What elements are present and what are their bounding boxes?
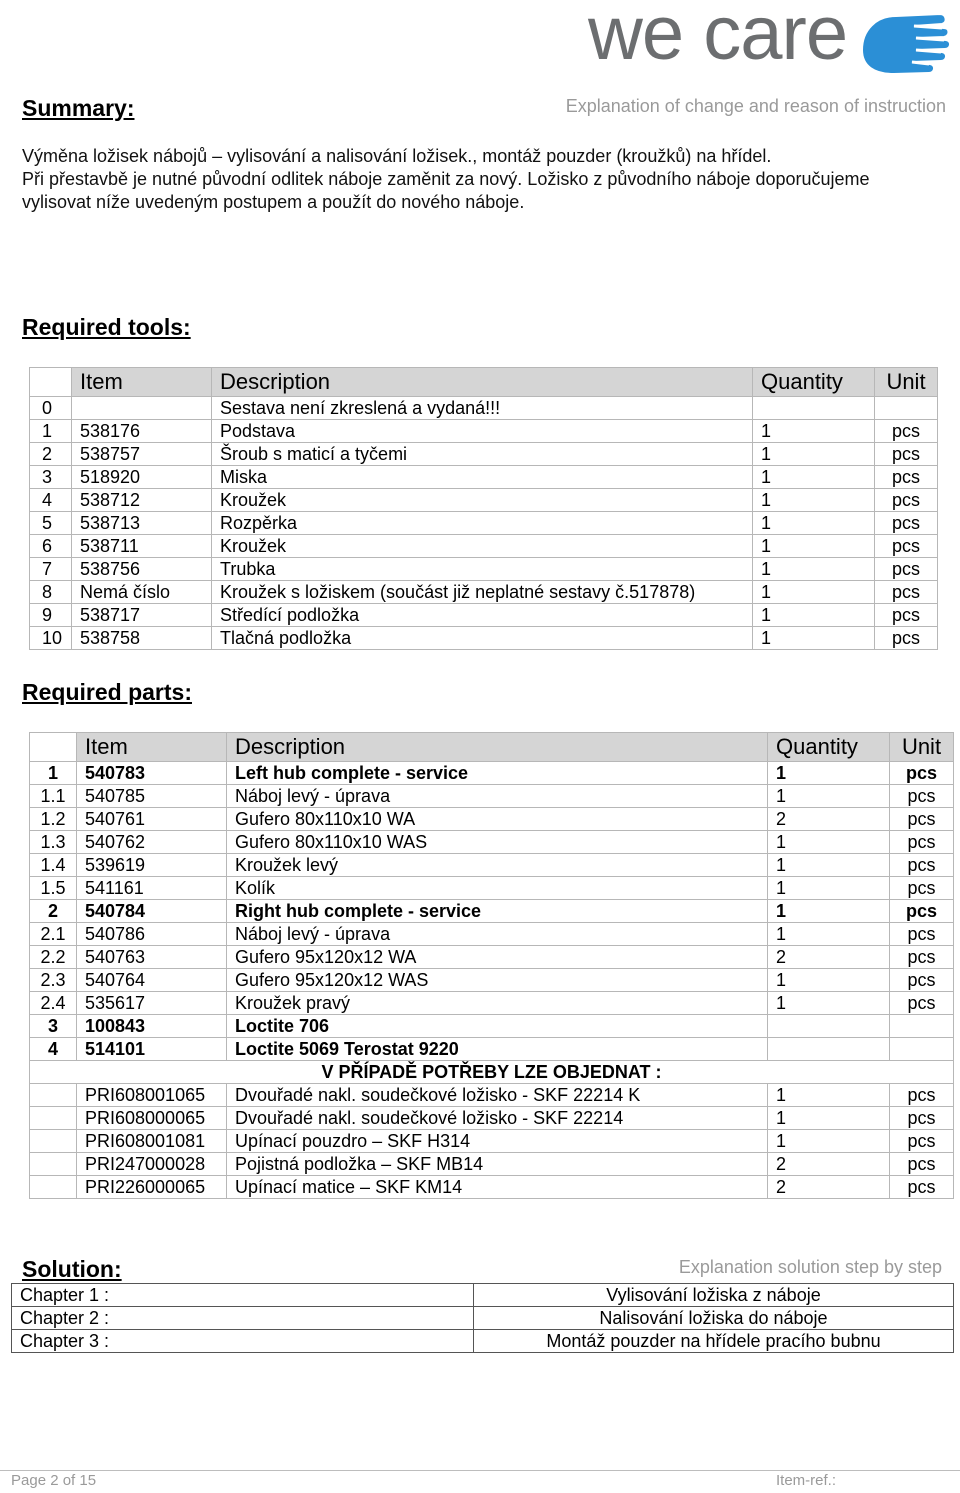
tools-table: [29, 367, 938, 650]
row-number: 10: [30, 627, 72, 650]
table-row: [30, 854, 954, 877]
brand-logo: [588, 2, 953, 82]
solution-title: Solution:: [22, 1256, 122, 1282]
row-description: Středící podložka: [212, 604, 753, 627]
order-note-row: [30, 1061, 954, 1084]
table-row: [30, 397, 938, 420]
row-item: 540763: [77, 946, 227, 969]
row-quantity: 1: [768, 762, 890, 785]
page-number: Page 2 of 15: [11, 1472, 97, 1489]
table-row: [30, 1130, 954, 1153]
row-item: 540764: [77, 969, 227, 992]
row-quantity: 1: [753, 627, 875, 650]
row-quantity: 1: [753, 466, 875, 489]
row-unit: pcs: [875, 443, 938, 466]
solution-row: [12, 1307, 954, 1330]
row-description: Dvouřadé nakl. soudečkové ložisko - SKF 22214: [227, 1107, 768, 1130]
row-item: PRI226000065: [77, 1176, 227, 1199]
row-item: 538711: [72, 535, 212, 558]
row-description: Gufero 95x120x12 WAS: [227, 969, 768, 992]
row-number: 0: [30, 397, 72, 420]
row-number: [30, 1107, 77, 1130]
row-unit: pcs: [890, 1153, 954, 1176]
solution-row: [12, 1330, 954, 1353]
row-description: Miska: [212, 466, 753, 489]
row-unit: pcs: [890, 1084, 954, 1107]
row-number: [30, 1176, 77, 1199]
table-row: [30, 558, 938, 581]
row-quantity: 1: [768, 854, 890, 877]
row-number: 1.5: [30, 877, 77, 900]
row-unit: pcs: [890, 854, 954, 877]
chapter-label: Chapter 3 :: [12, 1330, 474, 1353]
chapter-title: Vylisování ložiska z náboje: [474, 1284, 954, 1307]
row-unit: [890, 1038, 954, 1061]
row-quantity: 2: [768, 946, 890, 969]
row-unit: pcs: [890, 969, 954, 992]
row-unit: pcs: [890, 900, 954, 923]
row-number: 2: [30, 900, 77, 923]
row-number: [30, 1084, 77, 1107]
row-item: 538712: [72, 489, 212, 512]
row-description: Right hub complete - service: [227, 900, 768, 923]
table-row: [30, 969, 954, 992]
table-row: [30, 900, 954, 923]
row-unit: pcs: [875, 420, 938, 443]
row-number: 1: [30, 420, 72, 443]
row-quantity: 1: [753, 489, 875, 512]
table-row: [30, 1015, 954, 1038]
header-quantity: Quantity: [768, 733, 890, 762]
row-number: 8: [30, 581, 72, 604]
row-item: 538713: [72, 512, 212, 535]
row-number: [30, 1130, 77, 1153]
row-item: PRI608001065: [77, 1084, 227, 1107]
solution-table: [11, 1283, 954, 1353]
row-unit: pcs: [890, 785, 954, 808]
table-row: [30, 808, 954, 831]
table-row: [30, 535, 938, 558]
header-unit: Unit: [875, 368, 938, 397]
row-quantity: 1: [753, 558, 875, 581]
row-item: 540786: [77, 923, 227, 946]
chapter-label: Chapter 2 :: [12, 1307, 474, 1330]
table-header-row: [30, 733, 954, 762]
table-row: [30, 420, 938, 443]
row-item: 541161: [77, 877, 227, 900]
row-description: Dvouřadé nakl. soudečkové ložisko - SKF 22214 K: [227, 1084, 768, 1107]
row-description: Gufero 80x110x10 WAS: [227, 831, 768, 854]
row-number: 2.2: [30, 946, 77, 969]
row-quantity: 1: [768, 900, 890, 923]
row-item: 539619: [77, 854, 227, 877]
row-item: 540783: [77, 762, 227, 785]
row-description: Tlačná podložka: [212, 627, 753, 650]
row-quantity: [768, 1015, 890, 1038]
table-row: [30, 923, 954, 946]
row-description: Left hub complete - service: [227, 762, 768, 785]
row-description: Rozpěrka: [212, 512, 753, 535]
summary-line: vylisovat níže uvedeným postupem a použít do nového náboje.: [22, 192, 525, 212]
table-row: [30, 1176, 954, 1199]
row-item: 538717: [72, 604, 212, 627]
row-quantity: 1: [768, 831, 890, 854]
row-description: Kroužek levý: [227, 854, 768, 877]
row-unit: pcs: [875, 535, 938, 558]
row-description: Kroužek pravý: [227, 992, 768, 1015]
row-unit: pcs: [875, 512, 938, 535]
row-number: 1.3: [30, 831, 77, 854]
row-quantity: 1: [768, 1084, 890, 1107]
item-ref: Item-ref.:: [776, 1472, 837, 1489]
row-quantity: 1: [753, 420, 875, 443]
summary-line: Při přestavbě je nutné původní odlitek náboje zaměnit za nový. Ložisko z původního náboje doporučujeme: [22, 169, 870, 189]
table-row: [30, 992, 954, 1015]
row-number: 1.1: [30, 785, 77, 808]
row-number: 3: [30, 466, 72, 489]
parts-title: Required parts:: [22, 679, 192, 705]
header-description: Description: [212, 368, 753, 397]
summary-title: Summary:: [22, 95, 135, 121]
row-unit: pcs: [890, 877, 954, 900]
row-item: [72, 397, 212, 420]
row-quantity: 1: [753, 604, 875, 627]
row-item: Nemá číslo: [72, 581, 212, 604]
header-quantity: Quantity: [753, 368, 875, 397]
table-row: [30, 785, 954, 808]
row-quantity: 1: [768, 992, 890, 1015]
header-item: Item: [72, 368, 212, 397]
chapter-title: Montáž pouzder na hřídele pracího bubnu: [474, 1330, 954, 1353]
row-item: 540785: [77, 785, 227, 808]
row-item: 538758: [72, 627, 212, 650]
table-row: [30, 831, 954, 854]
table-row: [30, 512, 938, 535]
row-description: Podstava: [212, 420, 753, 443]
row-number: 4: [30, 1038, 77, 1061]
row-quantity: 1: [753, 512, 875, 535]
row-number: 3: [30, 1015, 77, 1038]
row-item: 540762: [77, 831, 227, 854]
row-description: Trubka: [212, 558, 753, 581]
row-quantity: 1: [753, 581, 875, 604]
row-number: 5: [30, 512, 72, 535]
row-quantity: 1: [753, 443, 875, 466]
row-number: 6: [30, 535, 72, 558]
row-item: 514101: [77, 1038, 227, 1061]
table-header-row: [30, 368, 938, 397]
row-quantity: 1: [768, 969, 890, 992]
solution-row: [12, 1284, 954, 1307]
solution-note: Explanation solution step by step: [678, 1257, 942, 1277]
header-blank: [30, 368, 72, 397]
row-item: 100843: [77, 1015, 227, 1038]
row-unit: pcs: [890, 1130, 954, 1153]
order-note: V PŘÍPADĚ POTŘEBY LZE OBJEDNAT :: [30, 1061, 954, 1084]
row-unit: pcs: [890, 992, 954, 1015]
table-row: [30, 489, 938, 512]
row-description: Sestava není zkreslená a vydaná!!!: [212, 397, 753, 420]
row-description: Náboj levý - úprava: [227, 923, 768, 946]
row-unit: pcs: [875, 581, 938, 604]
table-row: [30, 1084, 954, 1107]
row-unit: pcs: [875, 604, 938, 627]
row-unit: pcs: [890, 1176, 954, 1199]
row-number: 1.2: [30, 808, 77, 831]
row-quantity: 1: [753, 535, 875, 558]
row-unit: pcs: [890, 808, 954, 831]
table-row: [30, 1038, 954, 1061]
chapter-label: Chapter 1 :: [12, 1284, 474, 1307]
row-item: PRI247000028: [77, 1153, 227, 1176]
row-description: Upínací matice – SKF KM14: [227, 1176, 768, 1199]
row-description: Gufero 80x110x10 WA: [227, 808, 768, 831]
summary-note: Explanation of change and reason of instruction: [565, 96, 946, 116]
row-description: Kroužek s ložiskem (součást již neplatné sestavy č.517878): [212, 581, 753, 604]
row-number: 9: [30, 604, 72, 627]
row-number: 2.3: [30, 969, 77, 992]
row-unit: pcs: [890, 762, 954, 785]
row-item: 518920: [72, 466, 212, 489]
table-row: [30, 877, 954, 900]
row-unit: [875, 397, 938, 420]
row-quantity: 1: [768, 1107, 890, 1130]
row-quantity: 2: [768, 1176, 890, 1199]
row-unit: pcs: [875, 558, 938, 581]
table-row: [30, 466, 938, 489]
footer-divider: [0, 1470, 960, 1471]
row-item: PRI608001081: [77, 1130, 227, 1153]
row-description: Upínací pouzdro – SKF H314: [227, 1130, 768, 1153]
row-quantity: 1: [768, 1130, 890, 1153]
hand-icon: [856, 6, 952, 80]
row-number: [30, 1153, 77, 1176]
row-item: 538176: [72, 420, 212, 443]
row-item: 538756: [72, 558, 212, 581]
table-row: [30, 443, 938, 466]
summary-line: Výměna ložisek nábojů – vylisování a nalisování ložisek., montáž pouzder (kroužků) na hřídel.: [22, 146, 772, 166]
row-number: 7: [30, 558, 72, 581]
row-number: 1: [30, 762, 77, 785]
row-quantity: [753, 397, 875, 420]
row-quantity: 1: [768, 923, 890, 946]
row-item: 540784: [77, 900, 227, 923]
row-description: Šroub s maticí a tyčemi: [212, 443, 753, 466]
row-number: 2.1: [30, 923, 77, 946]
logo-text: we care: [588, 0, 848, 76]
table-row: [30, 762, 954, 785]
table-row: [30, 1153, 954, 1176]
chapter-title: Nalisování ložiska do náboje: [474, 1307, 954, 1330]
header-unit: Unit: [890, 733, 954, 762]
table-row: [30, 627, 938, 650]
row-unit: pcs: [890, 1107, 954, 1130]
row-quantity: 2: [768, 808, 890, 831]
row-quantity: [768, 1038, 890, 1061]
row-unit: pcs: [890, 831, 954, 854]
row-description: Kroužek: [212, 535, 753, 558]
row-description: Loctite 5069 Terostat 9220: [227, 1038, 768, 1061]
row-unit: [890, 1015, 954, 1038]
row-unit: pcs: [875, 489, 938, 512]
row-quantity: 2: [768, 1153, 890, 1176]
header-item: Item: [77, 733, 227, 762]
row-description: Gufero 95x120x12 WA: [227, 946, 768, 969]
row-unit: pcs: [890, 923, 954, 946]
row-number: 1.4: [30, 854, 77, 877]
row-unit: pcs: [875, 627, 938, 650]
row-item: 538757: [72, 443, 212, 466]
row-description: Loctite 706: [227, 1015, 768, 1038]
row-description: Kolík: [227, 877, 768, 900]
tools-title: Required tools:: [22, 314, 191, 340]
row-unit: pcs: [890, 946, 954, 969]
row-number: 2.4: [30, 992, 77, 1015]
row-description: Kroužek: [212, 489, 753, 512]
row-item: PRI608000065: [77, 1107, 227, 1130]
row-number: 4: [30, 489, 72, 512]
row-item: 540761: [77, 808, 227, 831]
row-description: Náboj levý - úprava: [227, 785, 768, 808]
row-quantity: 1: [768, 877, 890, 900]
row-number: 2: [30, 443, 72, 466]
header-description: Description: [227, 733, 768, 762]
row-quantity: 1: [768, 785, 890, 808]
table-row: [30, 604, 938, 627]
parts-table: [29, 732, 954, 1199]
summary-text: [22, 145, 947, 214]
table-row: [30, 581, 938, 604]
header-blank: [30, 733, 77, 762]
table-row: [30, 1107, 954, 1130]
row-unit: pcs: [875, 466, 938, 489]
row-description: Pojistná podložka – SKF MB14: [227, 1153, 768, 1176]
row-item: 535617: [77, 992, 227, 1015]
table-row: [30, 946, 954, 969]
